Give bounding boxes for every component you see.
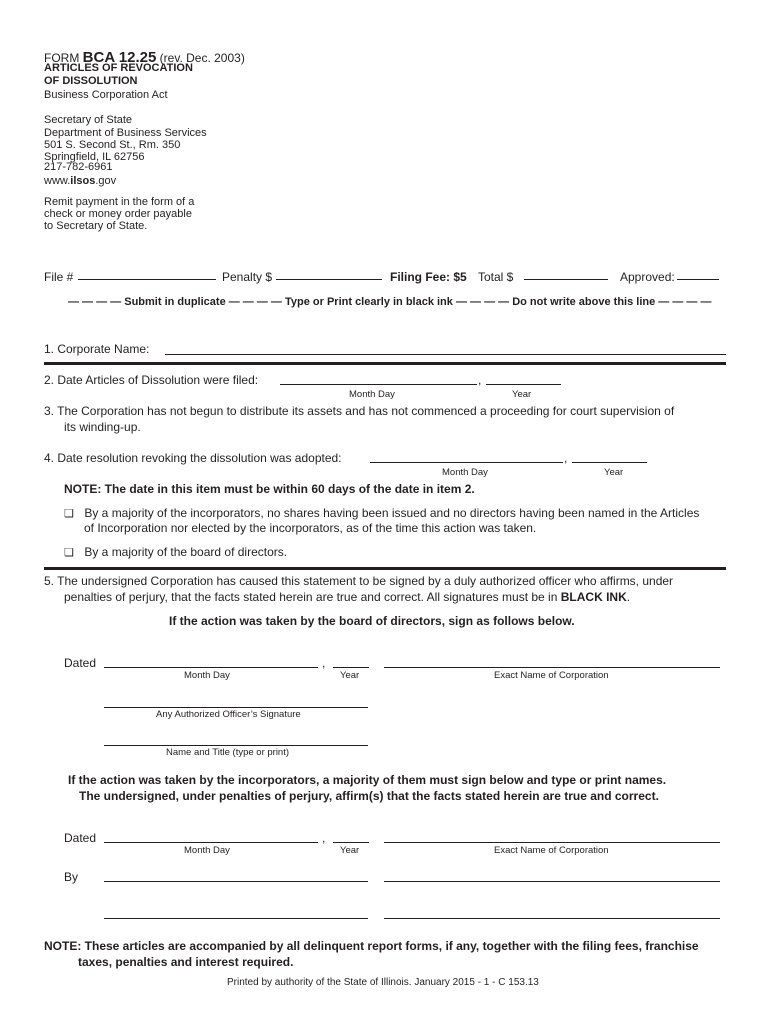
revocation-month-day-field[interactable] [370,462,563,463]
comma: , [478,373,482,387]
filing-fee: Filing Fee: $5 [390,270,467,284]
web-domain: ilsos [70,175,96,187]
item-5-line-2 [64,590,630,604]
total-field[interactable] [524,279,608,280]
address-line-3: 501 S. Second St., Rm. 350 [44,139,181,151]
option-incorporators-line-2: of Incorporation nor elected by the incorporators, as of the time this action was taken. [84,521,537,535]
section-divider-thick [44,567,726,570]
remit-line-1: Remit payment in the form of a [44,196,195,208]
instructions-banner [68,296,711,308]
do-not-write-note: Do not write above this line [512,296,656,308]
option-board[interactable] [64,545,287,560]
item-5-text: penalties of perjury, that the facts stated herein are true and correct. All signatures must be in [64,590,558,604]
inc-dated-year-field[interactable] [333,842,369,843]
footer-note-line-1: NOTE: These articles are accompanied by all delinquent report forms, if any, together with the filing fees, franchise [44,939,699,953]
year-caption: Year [340,670,360,681]
item-4-note: NOTE: The date in this item must be within 60 days of the date in item 2. [64,482,475,496]
item-3-line-2: its winding-up. [64,420,141,434]
address-line-4: Springfield, IL 62756 [44,151,145,163]
approved-label: Approved: [620,270,675,284]
checkbox-icon[interactable]: ❏ [64,547,74,559]
web-suffix: .gov [95,175,117,187]
board-dated-year-field[interactable] [333,667,369,668]
exact-name-caption: Exact Name of Corporation [494,670,609,681]
form-title-line1: ARTICLES OF REVOCATION [44,62,193,74]
board-heading: If the action was taken by the board of directors, sign as follows below. [169,614,575,628]
footer-note-line-2: taxes, penalties and interest required. [78,955,294,969]
name-title-caption: Name and Title (type or print) [166,747,290,758]
dash: — — — — [455,296,510,308]
approved-field[interactable] [677,279,719,280]
form-prefix: FORM [44,51,80,65]
year-caption: Year [604,467,624,478]
incorporators-heading-1: If the action was taken by the incorporators, a majority of them must sign below and type or print names. [68,773,667,787]
board-corporation-name-field[interactable] [384,667,720,668]
dissolution-year-field[interactable] [486,384,561,385]
inc-dated-month-day-field[interactable] [104,842,318,843]
year-caption: Year [512,389,532,400]
name-title-field[interactable] [104,745,368,746]
option-incorporators-text: By a majority of the incorporators, no shares having been issued and no directors having been named in the Articles [84,506,700,520]
form-title-line2: OF DISSOLUTION [44,75,138,87]
incorporator-name-2-field[interactable] [384,918,720,919]
web-prefix: www. [44,175,71,187]
dash: — — — — [658,296,712,308]
address-line-2: Department of Business Services [44,127,207,139]
checkbox-icon[interactable]: ❏ [64,508,74,520]
section-divider-thick [44,362,726,365]
month-day-caption: Month Day [184,845,230,856]
dissolution-month-day-field[interactable] [280,384,477,385]
file-number-label: File # [44,270,74,284]
submit-duplicate-note: Submit in duplicate [124,296,226,308]
address-line-1: Secretary of State [44,114,133,126]
revocation-year-field[interactable] [572,462,647,463]
dated-label: Dated [64,831,97,845]
exact-name-caption: Exact Name of Corporation [494,845,609,856]
year-caption: Year [340,845,360,856]
dash: — — — — [228,296,282,308]
incorporator-signature-1-field[interactable] [104,881,368,882]
penalty-label: Penalty $ [222,270,273,284]
dash: — — — — [68,296,122,308]
incorporator-signature-2-field[interactable] [104,918,368,919]
officer-signature-caption: Any Authorized Officer’s Signature [156,709,301,720]
remit-line-3: to Secretary of State. [44,220,148,232]
board-dated-month-day-field[interactable] [104,667,318,668]
type-print-note: Type or Print clearly in black ink [284,296,453,308]
penalty-field[interactable] [276,279,382,280]
printed-by-authority: Printed by authority of the State of Illinois. January 2015 - 1 - C 153.13 [227,977,539,988]
month-day-caption: Month Day [184,670,230,681]
dated-label: Dated [64,656,97,670]
item-5-line-1: 5. The undersigned Corporation has caused this statement to be signed by a duly authorized officer who affirms, under [44,574,674,588]
officer-signature-field[interactable] [104,707,368,708]
comma: , [322,656,326,670]
comma: , [322,831,326,845]
item-4-label: 4. Date resolution revoking the dissolution was adopted: [44,451,342,465]
incorporators-heading-2: The undersigned, under penalties of perjury, affirm(s) that the facts stated herein are true and correct. [79,789,659,803]
option-incorporators[interactable] [64,506,699,521]
item-2-label: 2. Date Articles of Dissolution were filed: [44,373,259,387]
item-3-line-1: 3. The Corporation has not begun to distribute its assets and has not commenced a proceeding for court supervision of [44,404,675,418]
total-label: Total $ [478,270,514,284]
form-revision: (rev. Dec. 2003) [159,51,245,65]
by-label: By [64,870,79,884]
website-link[interactable] [44,175,116,187]
form-code: BCA 12.25 [82,49,157,66]
inc-corporation-name-field[interactable] [384,842,720,843]
incorporator-name-1-field[interactable] [384,881,720,882]
phone-number: 217-782-6961 [44,161,113,173]
option-board-text: By a majority of the board of directors. [84,545,288,559]
file-number-field[interactable] [78,279,216,280]
month-day-caption: Month Day [442,467,488,478]
period: . [626,590,631,604]
remit-line-2: check or money order payable [44,208,192,220]
act-name: Business Corporation Act [44,89,168,101]
item-1-label: 1. Corporate Name: [44,342,150,356]
month-day-caption: Month Day [349,389,395,400]
black-ink-emphasis: BLACK INK [560,590,627,604]
comma: , [564,451,568,465]
corporate-name-field[interactable] [165,354,726,355]
